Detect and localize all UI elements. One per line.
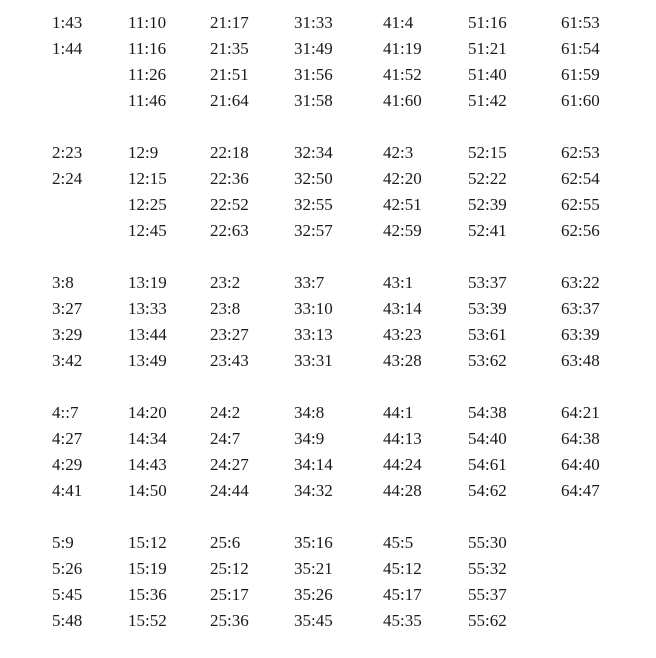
verse-reference: 55:30 [468,533,507,552]
reference-column-1 [52,10,82,62]
verse-reference: 55:32 [468,559,507,578]
verse-reference: 33:7 [294,273,325,292]
reference-column-5 [383,530,422,634]
verse-reference: 14:50 [128,481,167,500]
verse-reference: 51:21 [468,39,507,58]
reference-column-5 [383,10,422,114]
verse-reference: 41:4 [383,13,414,32]
verse-reference: 53:61 [468,325,507,344]
verse-reference: 62:54 [561,169,600,188]
verse-reference: 53:62 [468,351,507,370]
verse-reference: 5:48 [52,611,83,630]
reference-column-3 [210,530,249,634]
verse-reference: 35:45 [294,611,333,630]
reference-column-3 [210,270,249,374]
verse-reference: 12:15 [128,169,167,188]
reference-group-2 [0,140,656,244]
reference-column-1 [52,400,82,504]
verse-reference: 14:43 [128,455,167,474]
verse-reference: 31:49 [294,39,333,58]
verse-reference: 11:26 [128,65,167,84]
verse-reference: 44:28 [383,481,422,500]
reference-column-2 [128,10,166,114]
verse-reference: 34:14 [294,455,333,474]
verse-reference: 21:17 [210,13,249,32]
verse-reference: 22:63 [210,221,249,240]
reference-column-2 [128,270,167,374]
verse-reference: 35:21 [294,559,333,578]
verse-reference: 55:37 [468,585,507,604]
reference-column-3 [210,400,249,504]
verse-reference: 2:23 [52,143,83,162]
verse-reference: 31:56 [294,65,333,84]
verse-reference: 41:19 [383,39,422,58]
reference-column-3 [210,10,249,114]
reference-column-5 [383,140,422,244]
verse-reference: 24:2 [210,403,241,422]
verse-reference: 3:29 [52,325,83,344]
verse-reference: 43:28 [383,351,422,370]
verse-reference: 4:27 [52,429,83,448]
verse-reference: 5:9 [52,533,74,552]
reference-group-5 [0,530,656,634]
verse-reference: 32:50 [294,169,333,188]
verse-reference: 25:17 [210,585,249,604]
verse-reference: 54:40 [468,429,507,448]
verse-reference: 13:19 [128,273,167,292]
verse-reference: 35:26 [294,585,333,604]
verse-reference: 4::7 [52,403,79,422]
reference-group-1 [0,10,656,114]
verse-reference: 64:47 [561,481,600,500]
verse-reference: 4:41 [52,481,83,500]
verse-reference: 11:46 [128,91,167,110]
verse-reference: 52:22 [468,169,507,188]
verse-reference: 44:24 [383,455,422,474]
reference-group-3 [0,270,656,374]
verse-reference: 25:36 [210,611,249,630]
reference-column-4 [294,530,333,634]
reference-column-5 [383,270,422,374]
verse-reference: 63:22 [561,273,600,292]
verse-reference: 13:33 [128,299,167,318]
verse-reference: 52:15 [468,143,507,162]
verse-reference: 61:54 [561,39,600,58]
verse-reference: 45:17 [383,585,422,604]
reference-column-1 [52,140,82,192]
verse-reference: 12:45 [128,221,167,240]
verse-reference: 24:27 [210,455,249,474]
reference-column-2 [128,530,167,634]
verse-reference: 21:51 [210,65,249,84]
verse-reference: 51:42 [468,91,507,110]
reference-column-6 [468,400,507,504]
reference-column-2 [128,400,167,504]
verse-reference: 64:21 [561,403,600,422]
verse-reference: 22:18 [210,143,249,162]
reference-column-4 [294,140,333,244]
verse-reference: 23:27 [210,325,249,344]
verse-reference: 5:45 [52,585,83,604]
reference-column-5 [383,400,422,504]
verse-reference: 14:34 [128,429,167,448]
verse-reference: 34:8 [294,403,325,422]
verse-reference: 21:35 [210,39,249,58]
verse-reference: 24:7 [210,429,241,448]
reference-column-7 [561,400,600,504]
verse-reference: 42:20 [383,169,422,188]
verse-reference: 43:23 [383,325,422,344]
verse-reference: 53:39 [468,299,507,318]
reference-column-7 [561,270,600,374]
verse-reference: 61:53 [561,13,600,32]
verse-reference: 44:13 [383,429,422,448]
reference-column-3 [210,140,249,244]
verse-reference: 23:43 [210,351,249,370]
verse-reference: 51:16 [468,13,507,32]
verse-reference: 22:36 [210,169,249,188]
verse-reference: 63:48 [561,351,600,370]
verse-reference: 62:56 [561,221,600,240]
reference-column-1 [52,530,82,634]
verse-reference: 22:52 [210,195,249,214]
verse-reference: 62:53 [561,143,600,162]
verse-reference: 54:61 [468,455,507,474]
verse-reference: 5:26 [52,559,83,578]
verse-reference: 1:44 [52,39,83,58]
verse-reference: 1:43 [52,13,83,32]
verse-reference: 62:55 [561,195,600,214]
verse-reference: 23:8 [210,299,241,318]
reference-column-6 [468,140,507,244]
verse-reference: 45:5 [383,533,414,552]
reference-column-7 [561,140,600,244]
verse-reference: 33:31 [294,351,333,370]
verse-reference: 25:6 [210,533,241,552]
verse-reference: 32:55 [294,195,333,214]
verse-reference: 32:34 [294,143,333,162]
verse-reference: 53:37 [468,273,507,292]
verse-reference: 21:64 [210,91,249,110]
verse-reference: 61:60 [561,91,600,110]
verse-reference: 61:59 [561,65,600,84]
verse-reference: 3:42 [52,351,83,370]
verse-reference: 15:36 [128,585,167,604]
verse-reference: 64:38 [561,429,600,448]
verse-reference: 42:51 [383,195,422,214]
verse-reference: 44:1 [383,403,414,422]
reference-column-1 [52,270,82,374]
verse-reference: 43:14 [383,299,422,318]
verse-reference: 33:10 [294,299,333,318]
verse-reference: 11:10 [128,13,167,32]
verse-reference: 4:29 [52,455,83,474]
verse-reference: 45:35 [383,611,422,630]
verse-reference: 15:52 [128,611,167,630]
verse-reference: 15:12 [128,533,167,552]
verse-reference: 54:38 [468,403,507,422]
verse-reference: 42:3 [383,143,414,162]
verse-reference: 54:62 [468,481,507,500]
verse-reference: 63:37 [561,299,600,318]
verse-reference: 52:39 [468,195,507,214]
verse-reference: 41:60 [383,91,422,110]
verse-reference: 14:20 [128,403,167,422]
reference-column-6 [468,270,507,374]
verse-reference: 13:44 [128,325,167,344]
verse-reference: 34:9 [294,429,325,448]
verse-reference: 15:19 [128,559,167,578]
reference-column-4 [294,270,333,374]
reference-group-4 [0,400,656,504]
verse-reference: 55:62 [468,611,507,630]
verse-reference: 51:40 [468,65,507,84]
reference-column-4 [294,10,333,114]
reference-column-4 [294,400,333,504]
verse-reference: 3:27 [52,299,83,318]
reference-column-2 [128,140,167,244]
verse-reference: 52:41 [468,221,507,240]
verse-reference: 32:57 [294,221,333,240]
verse-reference: 63:39 [561,325,600,344]
reference-column-6 [468,10,507,114]
verse-reference: 25:12 [210,559,249,578]
verse-reference: 31:58 [294,91,333,110]
verse-reference: 34:32 [294,481,333,500]
verse-reference: 43:1 [383,273,414,292]
reference-column-7 [561,10,600,114]
verse-reference: 2:24 [52,169,83,188]
verse-reference: 42:59 [383,221,422,240]
verse-reference: 3:8 [52,273,74,292]
verse-reference: 23:2 [210,273,241,292]
verse-reference: 45:12 [383,559,422,578]
verse-reference: 33:13 [294,325,333,344]
verse-reference: 13:49 [128,351,167,370]
reference-column-6 [468,530,507,634]
verse-reference: 31:33 [294,13,333,32]
verse-reference: 12:25 [128,195,167,214]
verse-reference: 64:40 [561,455,600,474]
verse-reference: 24:44 [210,481,249,500]
verse-reference: 35:16 [294,533,333,552]
verse-reference: 12:9 [128,143,159,162]
verse-reference: 11:16 [128,39,167,58]
verse-reference: 41:52 [383,65,422,84]
